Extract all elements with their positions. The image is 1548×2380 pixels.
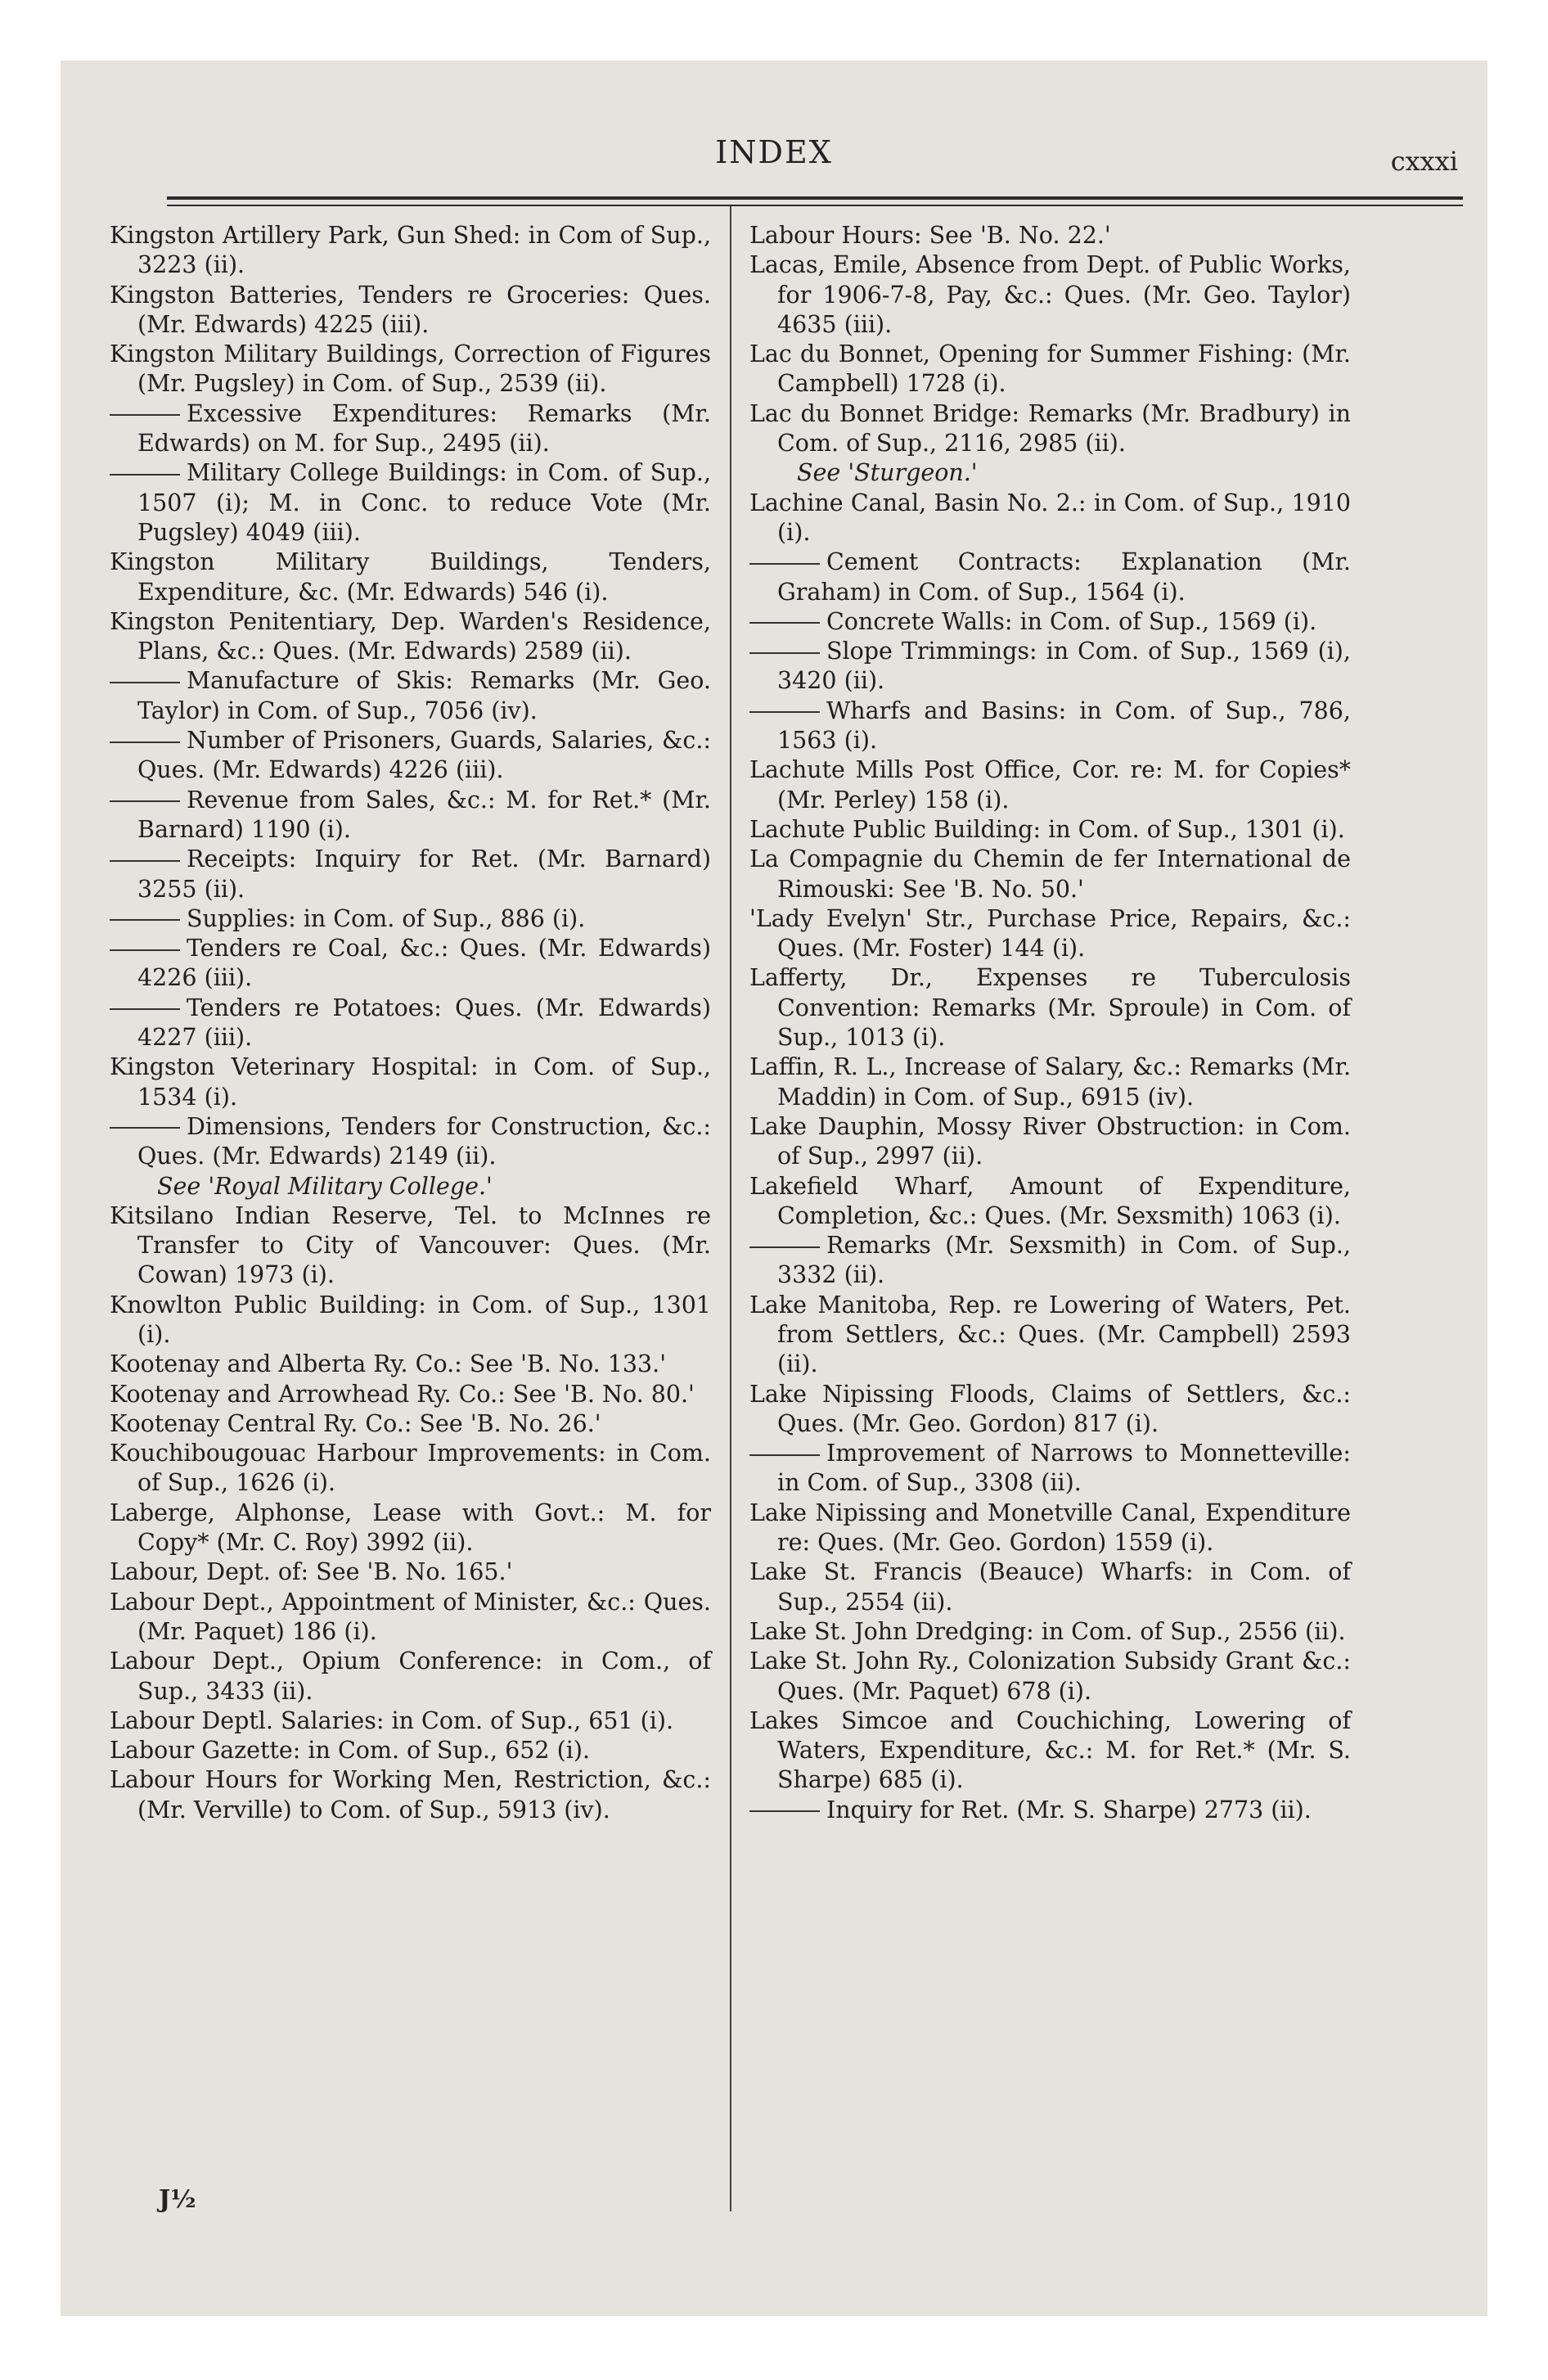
index-entry-text: La Compagnie du Chemin de fer International de Rimouski: See 'B. No. 50.': [749, 845, 1351, 903]
index-entry: [749, 637, 1351, 696]
index-entry: [110, 281, 711, 340]
index-entry: [110, 994, 711, 1053]
index-entry: [110, 934, 711, 994]
ditto-dash: [110, 919, 180, 921]
index-entry: [749, 1617, 1351, 1647]
ditto-dash: [749, 622, 820, 624]
ditto-dash: [110, 1127, 180, 1129]
index-entry: [749, 755, 1351, 815]
index-entry-text: Lac du Bonnet Bridge: Remarks (Mr. Bradbury) in Com. of Sup., 2116, 2985 (ii).: [749, 399, 1351, 458]
index-entry: [749, 399, 1351, 459]
index-entry-text: Laffin, R. L., Increase of Salary, &c.: Remarks (Mr. Maddin) in Com. of Sup., 6915 (iv).: [749, 1053, 1351, 1111]
index-entry-text: Manufacture of Skis: Remarks (Mr. Geo. Taylor) in Com. of Sup., 7056 (iv).: [137, 667, 711, 724]
index-entry-text: 'Lady Evelyn' Str., Purchase Price, Repairs, &c.: Ques. (Mr. Foster) 144 (i).: [749, 904, 1351, 962]
ditto-dash: [110, 1008, 180, 1010]
index-entry-text: Wharfs and Basins: in Com. of Sup., 786, 1563 (i).: [777, 696, 1351, 755]
index-entry-text: Labour Hours for Working Men, Restriction, &c.: (Mr. Verville) to Com. of Sup., 5913 (iv).: [110, 1766, 711, 1823]
index-entry-text: Labour Dept., Appointment of Minister, &c.: Ques. (Mr. Paquet) 186 (i).: [110, 1588, 711, 1645]
index-entry: [110, 1112, 711, 1172]
index-entry: [749, 458, 1351, 488]
index-page: [61, 61, 1487, 2316]
index-entry-text: Supplies: in Com. of Sup., 886 (i).: [187, 904, 586, 932]
index-entry-text: See 'Sturgeon.': [797, 459, 978, 487]
index-entry: [749, 696, 1351, 756]
ditto-dash: [110, 741, 180, 743]
left-column: [110, 221, 711, 1825]
index-entry-text: Lake St. Francis (Beauce) Wharfs: in Com. of Sup., 2554 (ii).: [749, 1558, 1351, 1616]
index-entry-text: Lachine Canal, Basin No. 2.: in Com. of Sup., 1910 (i).: [749, 489, 1351, 546]
index-entry: [110, 1588, 711, 1648]
index-entry-text: Labour Deptl. Salaries: in Com. of Sup., 651 (i).: [110, 1706, 674, 1734]
index-entry: [749, 904, 1351, 964]
index-entry-text: Receipts: Inquiry for Ret. (Mr. Barnard) 3255 (ii).: [137, 845, 711, 903]
index-entry: [110, 399, 711, 459]
index-entry-text: Kingston Batteries, Tenders re Groceries: Ques. (Mr. Edwards) 4225 (iii).: [110, 281, 711, 338]
index-entry-text: Labour, Dept. of: See 'B. No. 165.': [110, 1558, 513, 1586]
index-entry: [110, 1765, 711, 1825]
index-entry-text: Revenue from Sales, &c.: M. for Ret.* (Mr. Barnard) 1190 (i).: [137, 786, 711, 843]
index-entry-text: Lake Nipissing Floods, Claims of Settlers, &c.: Ques. (Mr. Geo. Gordon) 817 (i).: [749, 1380, 1351, 1437]
ditto-dash: [749, 1810, 820, 1812]
index-entry-text: Lafferty, Dr., Expenses re Tuberculosis Convention: Remarks (Mr. Sproule) in Com. of Sup., 1013 (i).: [749, 964, 1351, 1052]
ditto-dash: [749, 652, 820, 654]
index-entry-text: Inquiry for Ret. (Mr. S. Sharpe) 2773 (ii).: [826, 1796, 1312, 1823]
index-entry-text: Excessive Expenditures: Remarks (Mr. Edwards) on M. for Sup., 2495 (ii).: [137, 399, 711, 458]
index-entry-text: Lake Dauphin, Mossy River Obstruction: in Com. of Sup., 2997 (ii).: [749, 1112, 1351, 1170]
index-entry-text: Tenders re Potatoes: Ques. (Mr. Edwards) 4227 (iii).: [137, 994, 711, 1052]
index-entry-text: Remarks (Mr. Sexsmith) in Com. of Sup., 3332 (ii).: [777, 1232, 1351, 1289]
index-entry: [749, 1112, 1351, 1172]
index-entry: [749, 489, 1351, 548]
index-entry-text: Improvement of Narrows to Monnetteville: in Com. of Sup., 3308 (ii).: [777, 1440, 1351, 1497]
index-entry-text: See 'Royal Military College.': [157, 1172, 493, 1200]
index-entry: [749, 1053, 1351, 1112]
index-entry: [749, 1291, 1351, 1380]
index-entry-text: Number of Prisoners, Guards, Salaries, &c.: Ques. (Mr. Edwards) 4226 (iii).: [137, 727, 711, 784]
index-entry-text: Kootenay Central Ry. Co.: See 'B. No. 26.': [110, 1409, 601, 1437]
index-entry: [110, 1291, 711, 1350]
index-entry: [110, 340, 711, 399]
index-entry-text: Lakes Simcoe and Couchiching, Lowering of Waters, Expenditure, &c.: M. for Ret.* (Mr. S. Sharpe) 685 (i).: [749, 1706, 1351, 1794]
index-entry-text: Kitsilano Indian Reserve, Tel. to McInnes re Transfer to City of Vancouver: Ques. (Mr. Cowan) 1973 (i).: [110, 1201, 711, 1289]
right-column: [749, 221, 1351, 1825]
ditto-dash: [749, 1246, 820, 1248]
index-entry: [749, 548, 1351, 607]
index-entry-text: Kingston Veterinary Hospital: in Com. of Sup., 1534 (i).: [110, 1053, 711, 1111]
index-entry: [749, 607, 1351, 637]
index-entry: [749, 1380, 1351, 1440]
index-entry: [110, 1053, 711, 1112]
index-entry: [749, 1172, 1351, 1232]
index-entry-text: Lacas, Emile, Absence from Dept. of Public Works, for 1906-7-8, Pay, &c.: Ques. (Mr. Geo. Taylor) 4635 (iii).: [749, 251, 1351, 338]
index-entry: [110, 1647, 711, 1706]
index-entry: [749, 221, 1351, 250]
index-entry-text: Cement Contracts: Explanation (Mr. Graham) in Com. of Sup., 1564 (i).: [777, 548, 1351, 606]
index-entry: [749, 1439, 1351, 1499]
index-entry: [749, 1557, 1351, 1617]
index-entry: [749, 845, 1351, 904]
ditto-dash: [110, 800, 180, 802]
index-entry: [110, 845, 711, 904]
index-entry-text: Kootenay and Arrowhead Ry. Co.: See 'B. No. 80.': [110, 1380, 695, 1408]
signature-mark: J½: [159, 2185, 196, 2214]
index-entry-text: Lachute Public Building: in Com. of Sup., 1301 (i).: [749, 815, 1345, 843]
index-entry-text: Kingston Military Buildings, Correction of Figures (Mr. Pugsley) in Com. of Sup., 2539 (ii).: [110, 340, 711, 398]
index-entry-text: Kingston Military Buildings, Tenders, Expenditure, &c. (Mr. Edwards) 546 (i).: [110, 548, 711, 606]
index-entry: [110, 1439, 711, 1499]
ditto-dash: [110, 860, 180, 862]
index-entry: [749, 340, 1351, 399]
page-title: INDEX: [715, 134, 833, 170]
ditto-dash: [749, 1454, 820, 1456]
index-entry: [749, 815, 1351, 845]
index-entry: [110, 1409, 711, 1439]
index-entry: [749, 1231, 1351, 1291]
ditto-dash: [110, 414, 180, 416]
index-entry-text: Labour Gazette: in Com. of Sup., 652 (i).: [110, 1737, 591, 1765]
index-entry: [110, 1736, 711, 1765]
index-entry-text: Military College Buildings: in Com. of Sup., 1507 (i); M. in Conc. to reduce Vote (Mr. Pugsley) 4049 (iii).: [137, 459, 711, 546]
page-header: [61, 134, 1487, 192]
index-entry: [749, 250, 1351, 340]
index-entry: [110, 786, 711, 845]
index-entry-text: Laberge, Alphonse, Lease with Govt.: M. for Copy* (Mr. C. Roy) 3992 (ii).: [110, 1499, 711, 1557]
index-entry: [110, 221, 711, 281]
index-entry-text: Lake Manitoba, Rep. re Lowering of Waters, Pet. from Settlers, &c.: Ques. (Mr. Campbell) 2593 (ii).: [749, 1291, 1351, 1378]
index-entry: [110, 1201, 711, 1291]
ditto-dash: [110, 949, 180, 951]
index-entry: [749, 1647, 1351, 1706]
header-rule-thin: [167, 205, 1463, 206]
header-rule-thick: [167, 196, 1463, 200]
index-entry: [110, 1706, 711, 1736]
index-entry: [110, 1499, 711, 1558]
column-divider: [730, 206, 731, 2211]
index-entry-text: Labour Hours: See 'B. No. 22.': [749, 222, 1111, 249]
index-entry: [110, 1350, 711, 1379]
index-entry-text: Kouchibougouac Harbour Improvements: in Com. of Sup., 1626 (i).: [110, 1440, 711, 1497]
ditto-dash: [749, 563, 820, 565]
ditto-dash: [749, 711, 820, 713]
index-entry-text: Labour Dept., Opium Conference: in Com., of Sup., 3433 (ii).: [110, 1648, 711, 1705]
index-entry-text: Concrete Walls: in Com. of Sup., 1569 (i).: [826, 607, 1317, 635]
index-entry-text: Tenders re Coal, &c.: Ques. (Mr. Edwards) 4226 (iii).: [137, 935, 711, 992]
index-entry: [110, 1172, 711, 1201]
index-entry: [110, 458, 711, 548]
index-entry-text: Kingston Artillery Park, Gun Shed: in Com of Sup., 3223 (ii).: [110, 222, 711, 279]
index-entry-text: Lakefield Wharf, Amount of Expenditure, Completion, &c.: Ques. (Mr. Sexsmith) 1063 (i).: [749, 1172, 1351, 1229]
index-entry-text: Lake Nipissing and Monetville Canal, Expenditure re: Ques. (Mr. Geo. Gordon) 1559 (i).: [749, 1499, 1351, 1557]
index-entry: [110, 1380, 711, 1409]
index-entry: [110, 666, 711, 726]
index-entry-text: Dimensions, Tenders for Construction, &c.: Ques. (Mr. Edwards) 2149 (ii).: [137, 1112, 711, 1170]
index-entry: [110, 904, 711, 934]
index-entry: [749, 963, 1351, 1053]
ditto-dash: [110, 474, 180, 476]
page-number: cxxxi: [1390, 146, 1458, 177]
index-entry-text: Slope Trimmings: in Com. of Sup., 1569 (i), 3420 (ii).: [777, 638, 1351, 695]
index-entry-text: Kingston Penitentiary, Dep. Warden's Residence, Plans, &c.: Ques. (Mr. Edwards) 2589 (ii).: [110, 607, 711, 665]
index-entry-text: Lake St. John Dredging: in Com. of Sup., 2556 (ii).: [749, 1617, 1346, 1645]
index-entry: [749, 1796, 1351, 1825]
index-entry-text: Lachute Mills Post Office, Cor. re: M. for Copies* (Mr. Perley) 158 (i).: [749, 756, 1351, 814]
index-entry: [110, 548, 711, 607]
index-entry: [110, 1557, 711, 1587]
index-entry-text: Lake St. John Ry., Colonization Subsidy Grant &c.: Ques. (Mr. Paquet) 678 (i).: [749, 1648, 1351, 1705]
index-entry-text: Knowlton Public Building: in Com. of Sup., 1301 (i).: [110, 1291, 711, 1348]
index-entry: [110, 607, 711, 667]
ditto-dash: [110, 682, 180, 683]
index-entry-text: Kootenay and Alberta Ry. Co.: See 'B. No. 133.': [110, 1350, 667, 1378]
index-entry: [110, 726, 711, 786]
index-entry-text: Lac du Bonnet, Opening for Summer Fishing: (Mr. Campbell) 1728 (i).: [749, 340, 1351, 398]
index-entry: [749, 1706, 1351, 1796]
index-entry: [749, 1499, 1351, 1558]
